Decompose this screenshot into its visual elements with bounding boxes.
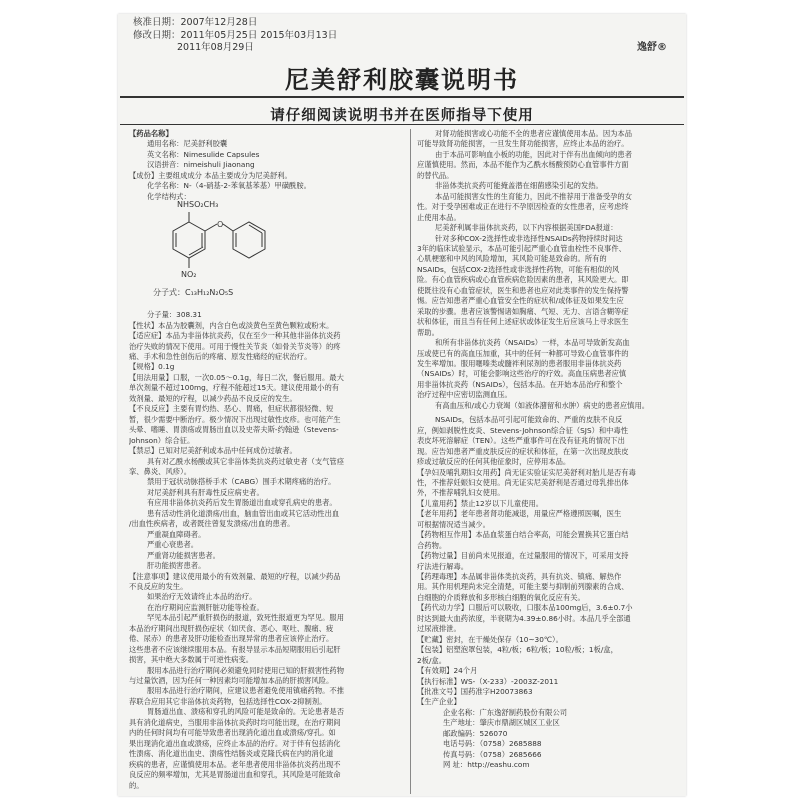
text-line: 【用法用量】口服，一次0.05～0.1g，每日二次，餐后服用。最大 [129, 372, 344, 382]
text-line: 【药物过量】目前尚未见报道，在过量服用的情况下，可采用支持 [417, 551, 629, 561]
text-line: 效剂量、最短的疗程，以减少药品不良反应的发生。 [129, 393, 297, 403]
text-line: 尼美舒利属非甾体抗炎药，以下内容根据美国FDA报道： [435, 223, 618, 233]
text-line: 荐联合应用其它非甾体抗炎药物，包括选择性COX-2抑制剂。 [129, 696, 327, 706]
text-line: 治疗失败的情况下使用。可用于慢性关节炎（如骨关节炎等）的疼 [129, 341, 341, 351]
text-line: /出血性疾病者，或者既往曾复发溃疡/出血的患者。 [129, 519, 295, 529]
column-divider [410, 129, 411, 794]
text-line: 表皮坏死溶解症（TEN）。这些严重事件可在没有征兆的情况下出 [417, 436, 625, 446]
text-line: 【禁忌】已知对尼美舒利或本品中任何成份过敏者。 [129, 446, 297, 456]
text-line: NSAIDs，包括COX-2选择性或非选择性药物，可能有相似的风 [417, 264, 620, 274]
text-line: 挛、鼻炎、风疹）。 [129, 466, 192, 476]
text-line: 【有效期】24个月 [417, 666, 478, 676]
left-column [129, 129, 404, 794]
text-line: 的。 [129, 780, 144, 790]
text-line: 暂，很少需要中断治疗。极少情况下出现过敏性皮疹。也可能产生 [129, 414, 341, 424]
text-line: 状和体征，而且当有任何上述症状或体征发生后应该马上寻求医生 [417, 317, 629, 327]
text-line: 胃肠道出血、溃疡和穿孔的风险可能是致命的。无论患者是否 [147, 707, 345, 717]
text-line: 这些患者不应该继续服用本品。有报导显示本品短期服用后引起肝 [129, 644, 341, 654]
text-line: 与过量饮酒，因为任何一种因素均可能增加本品的肝损害风险。 [129, 676, 334, 686]
text-line: 性溃疡、消化道出血史、溃疡性结肠炎或克隆氏病在内的消化道 [129, 749, 334, 759]
text-line: 在治疗期间应监测肝脏功能等检查。 [147, 602, 264, 612]
text-line: 网 址：http://eashu.com [443, 760, 530, 770]
text-line: 严重肾功能损害患者。 [147, 550, 220, 560]
text-line: 单次剂量不超过100mg，疗程不能超过15天。建议使用最小的有 [129, 383, 340, 393]
text-line: 时达到最大血药浓度，半衰期为4.39±0.86小时。本品几乎全部通 [417, 613, 631, 623]
text-line: 帮助。 [417, 327, 439, 337]
text-line: 用。其作用机理尚未完全清楚，可能主要与抑制前列腺素的合成、 [417, 582, 629, 592]
text-line: 倦、尿赤）的患者及肝功能检查出现异常的患者应该停止治疗。 [129, 634, 334, 644]
text-line: 性。对于受孕困难或正在进行不孕原因检查的女性患者，应考虑终 [417, 202, 629, 212]
text-line: 企业名称：广东逸舒制药股份有限公司 [443, 707, 568, 717]
text-line: （NSAIDs）时，可能会影响这些治疗的疗效。高血压病患者应慎 [417, 369, 627, 379]
text-line: 心肌梗塞和中风的风险增加，其风险可能是致命的。所有的 [417, 254, 607, 264]
chemical-structure-diagram [159, 204, 279, 284]
text-line: 压或使已有的高血压加重，其中的任何一种都可导致心血管事件的 [417, 348, 629, 358]
text-line: 【药品名称】 [129, 129, 173, 138]
text-line: 过尿液排泄。 [417, 624, 461, 634]
text-line: 非甾体类抗炎药可能掩盖潜在细菌感染引起的发热。 [435, 181, 603, 191]
text-line: 具有对乙酰水杨酸或其它非甾体类抗炎药过敏史者（支气管痉 [147, 456, 345, 466]
text-line: 【规格】0.1g [129, 362, 175, 372]
text-line: 罕见本品引起严重肝损伤的报道，致死性报道更为罕见。服用 [147, 613, 345, 623]
text-line: 白细胞的介质释放和多形核白细胞的氧化反应有关。 [417, 592, 585, 602]
text-line: 可根据情况适当减少。 [417, 519, 490, 529]
text-line: 内的任何时间均有可能导致患者出现消化道出血或溃疡/穿孔。如 [129, 728, 336, 738]
text-line: 2板/盒。 [417, 655, 446, 665]
text-line: 【执行标准】WS-（X-233）-2003Z-2011 [417, 676, 559, 686]
page-title: 尼美舒利胶囊说明书 [285, 65, 519, 94]
text-line: 痛、手术和急性创伤后的疼痛、原发性痛经的症状治疗。 [129, 351, 312, 361]
text-line: 果出现消化道出血或溃疡，应终止本品的治疗。对于伴有包括消化 [129, 738, 341, 748]
text-line: 本品治疗期间出现肝损伤症状（如厌食、恶心、呕吐、腹痛、疲 [129, 623, 334, 633]
text-line: 不良反应的发生。 [129, 581, 188, 591]
chemical-structure [153, 200, 404, 308]
text-line: 【老年用药】老年患者肾功能减退，用量应严格遵照医嘱，医生 [417, 509, 622, 519]
text-line: 发生率增加。服用噻嗪类或髓袢利尿剂的患者服用非甾体抗炎药 [417, 358, 622, 368]
title-rule-bottom [120, 124, 684, 125]
text-line: 【注意事项】建议使用最小的有效剂量、最短的疗程，以减少药品 [129, 571, 341, 581]
text-line: 的替代品。 [417, 170, 454, 180]
text-line: 对尼美舒利具有肝毒性反应病史者。 [147, 487, 264, 497]
text-line: 3年的临床试验显示，本品可能引起严重心血管血栓性不良事件、 [417, 243, 626, 253]
text-line: 合药物。 [417, 540, 447, 550]
text-line: 【药理毒理】本品属非甾体类抗炎药，具有抗炎、镇痛、解热作 [417, 572, 622, 582]
text-line: 损害，其中绝大多数属于可逆性病变。 [129, 655, 254, 665]
structure-bottom-group: NO₂ [181, 270, 197, 280]
svg-text:O: O [217, 220, 224, 230]
text-line: 【批准文号】国药准字H20073863 [417, 687, 533, 697]
page-subtitle: 请仔细阅读说明书并在医师指导下使用 [270, 108, 534, 124]
text-line: 性，不推荐妊娠妇女使用。尚无证实尼美舒利是否通过母乳排出体 [417, 477, 629, 487]
text-line: 患有活动性消化道溃疡/出血，脑血管出血或其它活动性出血 [147, 508, 340, 518]
right-column [417, 129, 679, 794]
molecular-weight: 分子量：308.31 [147, 310, 202, 320]
text-line: 使既往没有心血管症状，医生和患者也应对此类事件的发生保持警 [417, 285, 629, 295]
text-line: 外，不推荐哺乳妇女使用。 [417, 488, 505, 498]
text-line: 【孕妇及哺乳期妇女用药】尚无证实验证实尼美舒利对胎儿是否有毒 [417, 467, 636, 477]
text-line: 【成份】主要组成成分 本品主要成分为尼美舒利。 [129, 170, 292, 180]
text-line: 和所有非甾体抗炎药（NSAIDs）一样，本品可导致新发高血 [435, 338, 630, 348]
text-line: 本品可能损害女性的生育能力，因此不推荐用于准备受孕的女 [435, 191, 633, 201]
text-line: 用非甾体抗炎药（NSAIDs），包括本品。在开始本品治疗和整个 [417, 379, 623, 389]
text-line: 【性状】本品为胶囊剂，内含白色或淡黄色至黄色颗粒或粉末。 [129, 320, 334, 330]
text-line: 采取的步骤。患者应该警惕诸如胸痛、气短、无力、言语含糊等症 [417, 306, 629, 316]
text-line: 生产地址：肇庆市鼎湖区城区工业区 [443, 718, 560, 728]
text-line: 惕。应告知患者严重心血管安全性的症状和/或体征及如果发生应 [417, 296, 624, 306]
text-line: 现。应告知患者严重皮肤反应的症状和体征，在第一次出现皮肤皮 [417, 446, 629, 456]
text-line: 应谨慎使用。然而，本品不能作为乙酰水杨酸预防心血管事件方面 [417, 160, 629, 170]
text-line: 电话号码：（0758）2685888 [443, 739, 542, 749]
text-line: 【不良反应】主要有胃灼热、恶心、胃痛，但症状都很轻微、短 [129, 404, 334, 414]
text-line: 如果治疗无效请终止本品的治疗。 [147, 592, 257, 602]
text-line: 【包装】铝塑泡罩包装，4粒/板；6粒/板；10粒/板；1板/盒， [417, 645, 618, 655]
revision-info [133, 17, 337, 55]
text-line: 通用名称：尼美舒利胶囊 [147, 139, 228, 149]
text-line: 【药物相互作用】本品血浆蛋白结合率高，可能会置换其它蛋白结 [417, 530, 629, 540]
text-line: 【适应症】本品为非甾体抗炎药，仅在至少一种其他非甾体抗炎药 [129, 331, 341, 341]
text-line: 具有消化道病史，当服用非甾体抗炎药时均可能出现，在治疗期间 [129, 717, 341, 727]
text-line: 肝功能损害患者。 [147, 561, 206, 571]
text-line: 服用本品进行治疗期间，应建议患者避免使用镇痛药物。不推 [147, 686, 345, 696]
text-line: 有高血压和/或心力衰竭（如液体潴留和水肿）病史的患者应慎用。 [435, 400, 650, 410]
text-line: 【贮藏】密封，在干燥处保存（10~30℃）。 [417, 634, 563, 644]
text-line: 对肾功能损害或心功能不全的患者应谨慎使用本品。因为本品 [435, 129, 633, 138]
text-line: NSAIDs，包括本品可引起可能致命的、严重的皮肤不良反 [435, 415, 623, 425]
text-line: 严重心衰患者。 [147, 540, 199, 550]
text-line: 服用本品进行治疗期间必须避免同时使用已知的肝损害性药物 [147, 665, 345, 675]
text-line: 【药代动力学】口服后可以吸收，口服本品100mg后，3.6±0.7小 [417, 603, 633, 613]
title-rule-top [120, 96, 684, 98]
text-line: 针对多种COX-2选择性或非选择性NSAIDs药物持续时间达 [435, 233, 623, 243]
text-line: 【生产企业】 [417, 697, 461, 707]
text-line: 汉语拼音：nimeishuli Jiaonang [147, 160, 255, 170]
text-line: 头晕、嗜睡、胃溃疡或胃肠出血以及史蒂夫斯-约翰逊（Stevens- [129, 425, 339, 435]
text-line: 疗法进行解毒。 [417, 561, 469, 571]
text-line: 应，例如剥脱性皮炎、Stevens-Johnson综合征（SJS）和中毒性 [417, 425, 629, 435]
text-line: 可能导致肾功能损害，一旦发生肾功能损害，应终止本品的治疗。 [417, 139, 629, 149]
text-line: 禁用于冠状动脉搭桥手术（CABG）围手术期疼痛的治疗。 [147, 477, 336, 487]
revision-date-extra: 2011年08月29日 [177, 42, 254, 53]
text-line: 由于本品可影响血小板的功能，因此对于伴有出血倾向的患者 [435, 149, 633, 159]
text-line: 邮政编码：526070 [443, 728, 508, 738]
text-line: Johnson）综合征。 [129, 435, 195, 445]
brand-logo: 逸舒® [637, 42, 667, 53]
text-line: 英文名称：Nimesulide Capsules [147, 149, 260, 159]
text-line: 【儿童用药】禁止12岁以下儿童使用。 [417, 498, 544, 508]
text-line: 有应用非甾体抗炎药后发生胃肠道出血或穿孔病史的患者。 [147, 498, 337, 508]
structure-top-group: NHSO₂CH₃ [177, 200, 219, 210]
text-line: 化学名称：N-（4-硝基-2-苯氧基苯基）甲磺酰胺。 [147, 181, 311, 191]
text-line: 传真号码：（0758）2685666 [443, 749, 542, 759]
text-line: 险。有心血管疾病或心血管疾病危险因素的患者，其风险更大。即 [417, 275, 629, 285]
text-line: 止使用本品。 [417, 212, 461, 222]
approval-date: 核准日期：2007年12月28日 [133, 17, 258, 28]
molecular-formula: 分子式：C₁₃H₁₂N₂O₅S [153, 288, 234, 298]
text-line: 疹或过敏反应的任何其他征象时，应停用本品。 [417, 457, 571, 467]
text-line: 良反应的频率增加，尤其是胃肠道出血和穿孔，其风险是可能致命 [129, 770, 341, 780]
text-line: 严重凝血障碍者。 [147, 529, 206, 539]
text-line: 化学结构式： [147, 191, 191, 201]
revision-date: 修改日期：2011年05月25日 2015年03月13日 [133, 29, 338, 41]
text-line: 治疗过程中应密切监测血压。 [417, 390, 512, 400]
text-line: 疾病的患者，应谨慎使用本品。老年患者使用非甾体抗炎药出现不 [129, 759, 341, 769]
